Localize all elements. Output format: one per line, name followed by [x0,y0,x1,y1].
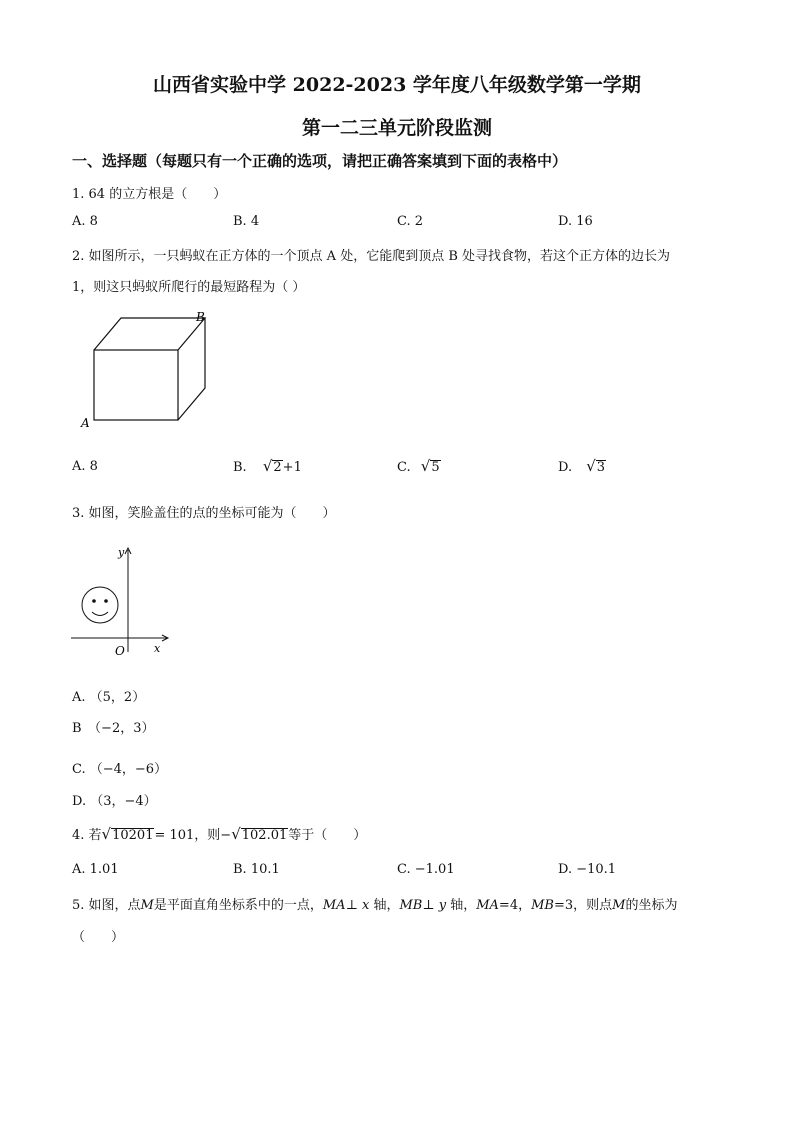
q2-option-d-radicand: 3 [596,460,606,475]
section-heading: 一、选择题（每题只有一个正确的选项，请把正确答案填到下面的表格中） [72,152,568,170]
question-5-text-line2: （ ） [72,930,125,945]
q2-option-a: A. 8 [72,459,98,474]
question-2-text-line1: 2. 如图所示，一只蚂蚁在正方体的一个顶点 A 处，它能爬到顶点 B 处寻找食物，若这个正方体的边长为 [72,249,671,264]
q3-option-d: D. （3，−4） [72,794,157,809]
q1-option-a: A. 8 [72,214,98,229]
q4-option-a: A. 1.01 [72,862,119,877]
q2-option-b: B. √2+1 [233,457,302,475]
q4-radicand-1: 10201 [112,828,154,843]
x-axis-label: x [154,642,161,655]
q5-perp-1: ⊥ [345,898,358,913]
q2-option-c-radicand: 5 [431,460,440,475]
q5-point-m-2: M [612,898,626,913]
q3-option-a: A. （5，2） [72,690,146,705]
smiley-right-eye [104,599,108,603]
smiley-face-icon [82,587,118,623]
q4-option-d: D. −10.1 [558,862,617,877]
cube-top-face [94,318,205,350]
question-1-text: 1. 64 的立方根是（ ） [72,187,227,202]
q5-eq-2: =3，则点 [553,898,613,913]
cube-front-face [94,350,178,420]
q5-mb: MB [399,898,423,913]
q1-option-b: B. 4 [233,214,260,229]
q3-option-c: C. （−4，−6） [72,762,168,777]
q4-option-b: B. 10.1 [233,862,280,877]
q5-ma: MA [322,898,346,913]
question-2-text-line2: 1，则这只蚂蚁所爬行的最短路程为（ ） [72,280,306,295]
q2-option-b-radicand: 2 [273,460,282,475]
q4-radicand-2: 102.01 [241,828,288,843]
q4-option-c: C. −1.01 [397,862,455,877]
q4-prefix: 4. 若 [72,828,102,843]
smiley-mouth [92,612,108,616]
q2-option-b-label: B. [233,460,247,475]
q2-option-b-suffix: +1 [282,460,302,475]
q5-mb-eq: MB [531,898,554,913]
q5-part1: 5. 如图，点 [72,898,141,913]
question-5-text-line1 [72,894,677,913]
question-4-text: 4. 若√10201= 101，则−√102.01等于（ ） [72,825,367,843]
q2-option-c-label: C. [397,460,411,475]
q5-perp-2: ⊥ [422,898,435,913]
q5-y: y [438,898,447,913]
smiley-left-eye [92,599,96,603]
coordinate-figure [68,540,188,670]
q4-mid: = 101，则− [154,828,232,843]
question-3-text: 3. 如图，笑脸盖住的点的坐标可能为（ ） [72,506,336,521]
q5-x: x [361,898,370,913]
cube-figure [78,305,218,435]
q2-option-d-label: D. [558,460,573,475]
q2-option-d: D. √3 [558,457,606,475]
origin-label: O [115,644,125,658]
q2-option-c: C. √5 [397,457,440,475]
q5-axis-1: 轴， [373,898,400,913]
vertex-a-label: A [81,416,90,430]
page-subtitle: 第一二三单元阶段监测 [301,117,492,139]
vertex-b-label: B [196,310,205,324]
q5-tail: 的坐标为 [625,898,678,913]
q1-option-d: D. 16 [558,214,593,229]
q3-option-b: B （−2，3） [72,721,155,736]
q1-option-c: C. 2 [397,214,424,229]
q4-suffix: 等于（ ） [288,828,367,843]
q5-point-m: M [140,898,154,913]
q5-eq-1: =4， [498,898,532,913]
q5-axis-2: 轴， [450,898,477,913]
page-title: 山西省实验中学 2022-2023 学年度八年级数学第一学期 [153,74,641,96]
q5-part2: 是平面直角坐标系中的一点， [153,898,323,913]
y-axis-label: y [118,546,125,559]
q5-ma-eq: MA [476,898,499,913]
